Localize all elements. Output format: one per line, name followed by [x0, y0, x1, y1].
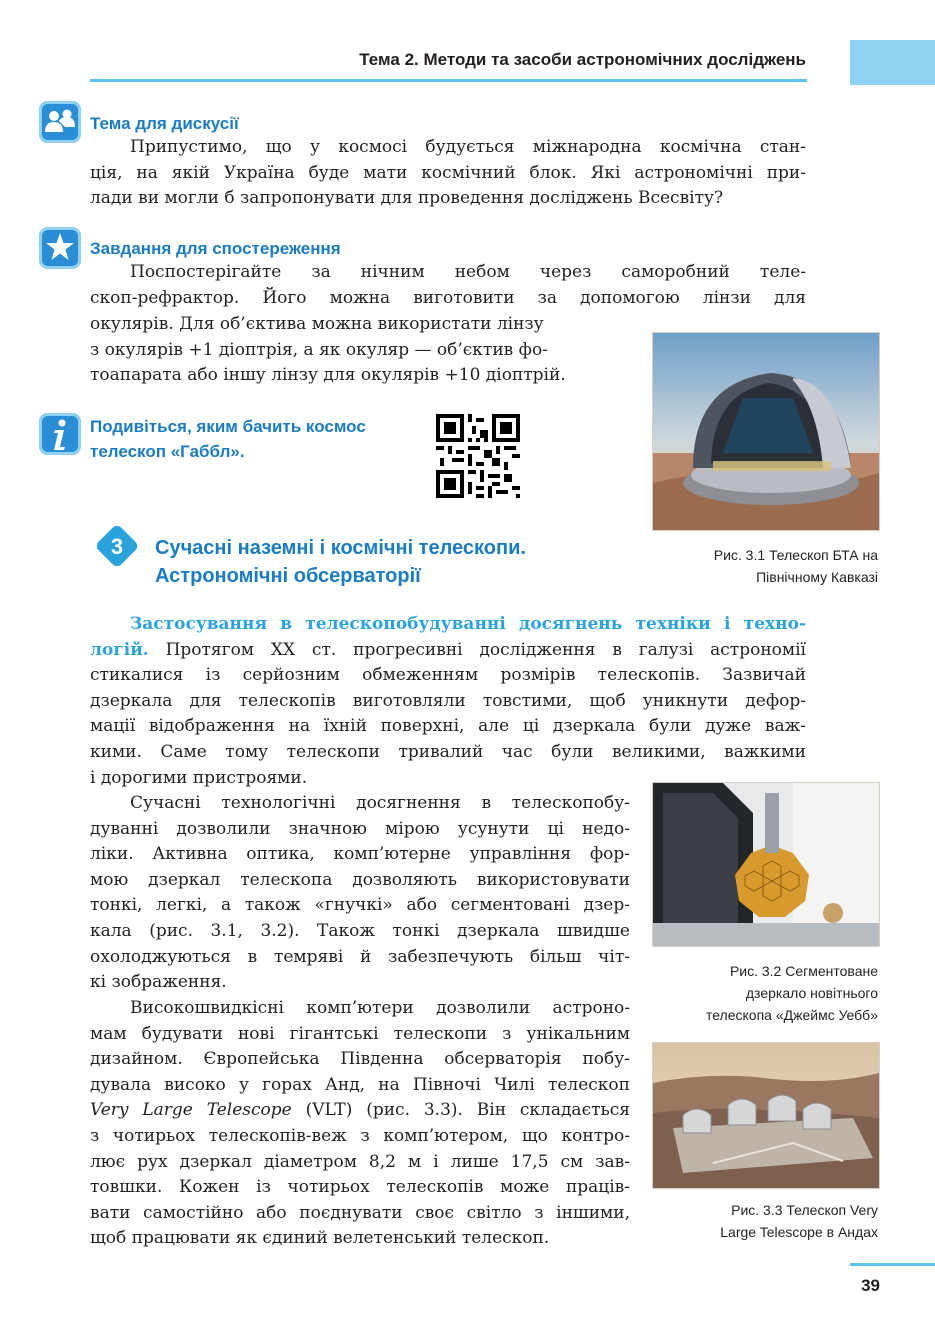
header-color-tab — [850, 40, 935, 85]
text-line: лює рух дзеркал діаметром 8,2 м і лише 17,5 см зав- — [90, 1151, 630, 1172]
italic-term: Very Large Telescope — [90, 1100, 292, 1121]
text-span: (VLT) (рис. 3.3). Він складається — [291, 1100, 630, 1121]
text-line: товшки. Кожен із чотирьох телескопів може праців- — [90, 1177, 630, 1198]
text-line: дизайном. Європейська Південна обсерваторія побу- — [90, 1049, 630, 1070]
text-line: дувала високо у горах Анд, на Півночі Чилі телескоп — [90, 1074, 630, 1095]
text-line: кі зображення. — [90, 972, 227, 993]
info-line: Подивіться, яким бачить космос — [90, 417, 366, 436]
text-line: стикалися із серйозним обмеженням розмірів телескопів. Зазвичай — [90, 665, 806, 686]
caption-line: Large Telescope в Андах — [720, 1224, 878, 1240]
text-line: вати самостійно або поєднувати своє світло з іншими, — [90, 1202, 630, 1223]
observation-text-top — [90, 260, 806, 311]
footer-divider — [850, 1263, 935, 1266]
observation-heading: Завдання для спостереження — [90, 239, 341, 258]
text-line — [90, 1098, 630, 1124]
text-line: дзеркала для телескопів виготовляли товстими, щоб уникнути дефор- — [90, 690, 806, 711]
caption-line: телескопа «Джеймс Уебб» — [705, 1007, 878, 1023]
text-line: ція, на якій Україна буде мати космічний блок. Які астрономічні при- — [90, 162, 806, 183]
text-line: Сучасні технологічні досягнення в телескопобу- — [130, 793, 630, 813]
discussion-text — [90, 135, 806, 212]
text-line: ліки. Активна оптика, комп’ютерне управління фор- — [90, 844, 630, 865]
section-number-badge — [94, 523, 140, 569]
section-title — [155, 534, 526, 590]
figure-caption-3-1 — [640, 544, 878, 588]
text-line: окулярів. Для об’єктива можна використати лінзу — [90, 314, 544, 334]
figure-caption-3-3 — [640, 1199, 878, 1243]
caption-line: Північному Кавказі — [756, 569, 878, 585]
info-icon — [39, 413, 81, 455]
page-number: 39 — [861, 1276, 880, 1295]
star-icon — [39, 227, 81, 269]
text-line: Високошвидкісні комп’ютери дозволили астроно- — [130, 998, 630, 1018]
discussion-heading: Тема для дискусії — [90, 114, 239, 133]
figure-james-webb-mirror-image — [652, 782, 880, 947]
text-line: охолоджуються в темряві й забезпечують більш чіт- — [90, 946, 630, 967]
text-line — [90, 638, 806, 664]
lead-phrase: логій. — [90, 639, 149, 660]
caption-line: дзеркало новітнього — [745, 985, 878, 1001]
text-line: мою дзеркал телескопа дозволяють використовувати — [90, 869, 630, 890]
header-divider — [90, 79, 807, 82]
figure-vlt-image — [652, 1042, 880, 1189]
text-span: Протягом XX ст. прогресивні дослідження в галузі астрономії — [148, 639, 806, 660]
people-discussion-icon — [39, 101, 81, 143]
qr-code[interactable] — [436, 414, 520, 498]
text-line: кала (рис. 3.1, 3.2). Також тонкі дзеркала швидше — [90, 920, 630, 941]
lead-phrase: Застосування в телескопобудуванні досягнень техніки і техно- — [130, 614, 806, 634]
info-line: телескоп «Габбл». — [90, 442, 245, 461]
running-header: Тема 2. Методи та засоби астрономічних досліджень — [359, 50, 806, 69]
caption-line: Рис. 3.2 Сегментоване — [729, 963, 878, 979]
text-line: тонкі, легкі, а також «гнучкі» або сегментовані дзер- — [90, 895, 630, 916]
figure-caption-3-2 — [640, 960, 878, 1026]
text-line: кими. Саме тому телескопи тривалий час були великими, важкими — [90, 741, 806, 762]
section-title-line: Астрономічні обсерваторії — [155, 565, 421, 587]
text-line: Припустимо, що у космосі будується міжнародна космічна стан- — [130, 137, 806, 157]
text-line: мам будувати нові гігантські телескопи з унікальним — [90, 1023, 630, 1044]
body-paragraph-1 — [90, 612, 806, 791]
info-text — [90, 414, 366, 464]
caption-line: Рис. 3.1 Телескоп БТА на — [713, 547, 878, 563]
text-line: і дорогими пристроями. — [90, 767, 308, 788]
text-line: з чотирьох телескопів-веж з комп’ютером, що контро- — [90, 1125, 630, 1146]
body-paragraph-2 — [90, 791, 630, 996]
section-number: 3 — [110, 534, 124, 559]
body-paragraph-3 — [90, 996, 630, 1252]
text-line — [90, 612, 806, 638]
figure-bta-telescope-image — [652, 332, 880, 531]
section-title-line: Сучасні наземні і космічні телескопи. — [155, 537, 526, 559]
text-line: з окулярів +1 діоптрія, а як окуляр — об’єктив фо- — [90, 339, 548, 360]
text-line: щоб працювати як єдиний велетенський телескоп. — [90, 1228, 550, 1249]
caption-line: Рис. 3.3 Телескоп Very — [731, 1202, 878, 1218]
text-line: лади ви могли б запропонувати для проведення досліджень Всесвіту? — [90, 188, 724, 209]
text-line: дуванні дозволили значною мірою усунути ці недо- — [90, 818, 630, 839]
text-line: мації відображення на їхній поверхні, але ці дзеркала були дуже важ- — [90, 716, 806, 737]
text-line: тоапарата або іншу лінзу для окулярів +10 діоптрій. — [90, 365, 566, 386]
text-line: Поспостерігайте за нічним небом через саморобний теле- — [130, 262, 806, 282]
observation-text-bottom — [90, 312, 630, 389]
text-line: скоп-рефрактор. Його можна виготовити за допомогою лінзи для — [90, 287, 806, 308]
